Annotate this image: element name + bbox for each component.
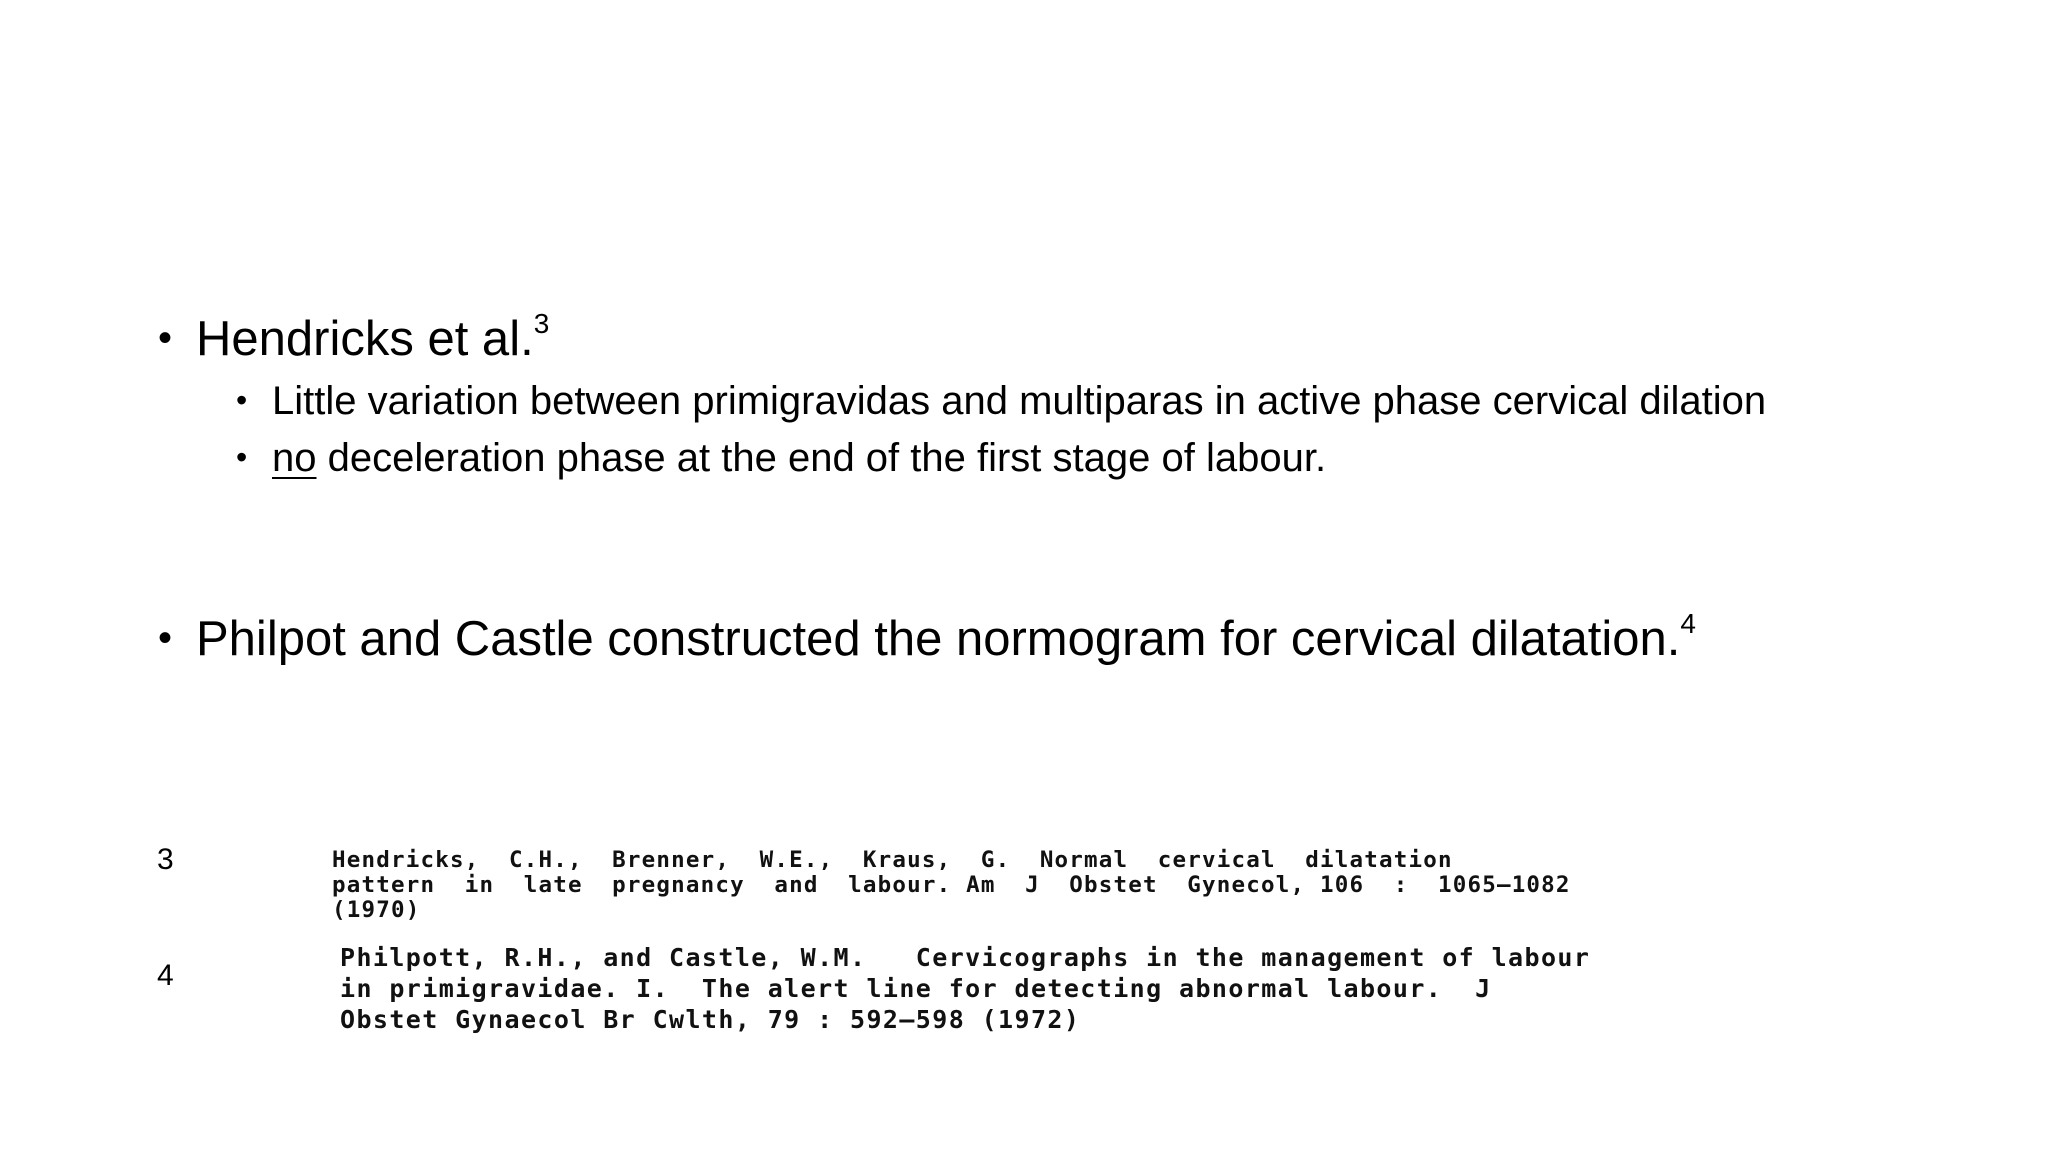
reference-line: Obstet Gynaecol Br Cwlth, 79 : 592–598 (1972) bbox=[340, 1005, 1081, 1034]
bullet-dot-icon: • bbox=[236, 439, 248, 475]
reference-line: (1970) bbox=[332, 897, 421, 923]
bullet-dot-icon: • bbox=[236, 382, 248, 418]
sub-bullet-deceleration bbox=[236, 432, 1326, 483]
reference-line: Philpott, R.H., and Castle, W.M. Cervicographs in the management of labour bbox=[340, 943, 1591, 972]
bullet-dot-icon: • bbox=[158, 616, 173, 660]
reference-philpott bbox=[340, 942, 1590, 1035]
sub-bullet-variation bbox=[236, 375, 1766, 426]
bullet-dot-icon: • bbox=[158, 316, 173, 360]
bullet-philpot bbox=[158, 608, 1696, 669]
reference-number: 4 bbox=[157, 959, 174, 992]
citation-superscript: 3 bbox=[533, 308, 550, 339]
reference-line: in primigravidae. I. The alert line for detecting abnormal labour. J bbox=[340, 974, 1492, 1003]
reference-line: pattern in late pregnancy and labour. Am J Obstet Gynecol, 106 : 1065–1082 bbox=[332, 872, 1571, 898]
bullet-text: Philpot and Castle constructed the normogram for cervical dilatation. bbox=[196, 612, 1681, 666]
underlined-word: no bbox=[272, 436, 317, 480]
sub-bullet-text: deceleration phase at the end of the first stage of labour. bbox=[316, 436, 1327, 480]
reference-line: Hendricks, C.H., Brenner, W.E., Kraus, G. Normal cervical dilatation bbox=[332, 847, 1453, 873]
sub-bullet-text: Little variation between primigravidas and multiparas in active phase cervical dilation bbox=[272, 379, 1767, 423]
bullet-hendricks bbox=[158, 308, 549, 369]
citation-superscript: 4 bbox=[1680, 608, 1696, 639]
reference-number: 3 bbox=[157, 843, 174, 876]
reference-hendricks bbox=[332, 848, 1571, 923]
bullet-text: Hendricks et al. bbox=[196, 312, 534, 366]
